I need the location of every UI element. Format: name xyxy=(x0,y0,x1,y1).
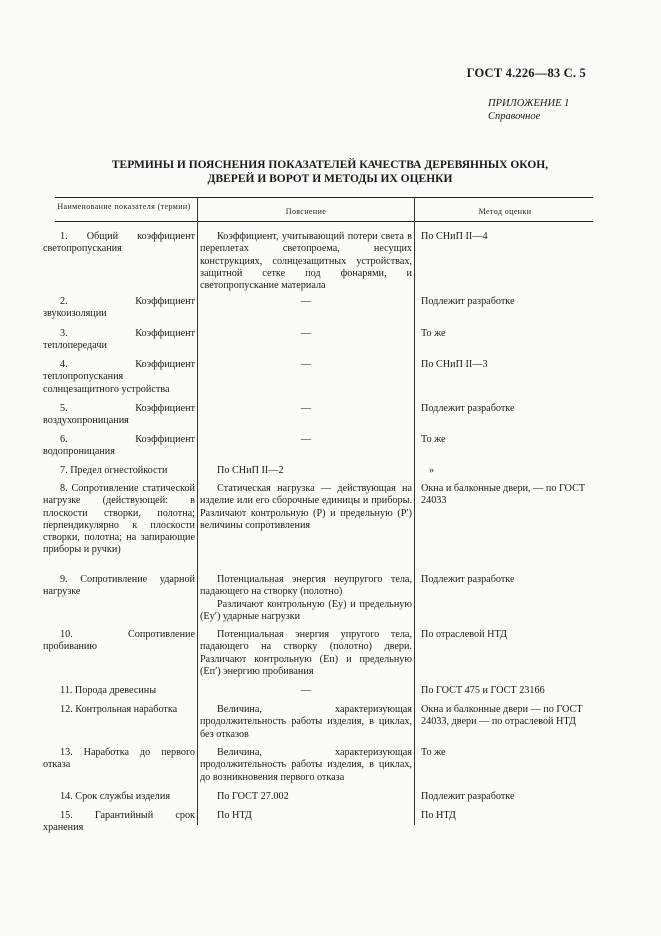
row-9-method: Подлежит разработке xyxy=(421,574,515,585)
row-13-explanation: Величина, характеризующая продолжительность работы изделия, в циклах, до возникновения первого отказа xyxy=(200,747,412,783)
row-2-term: 2. Коэффициент звукоизоляции xyxy=(43,296,195,320)
row-4-term: 4. Коэффициент теплопропускания солнцезащитного устройства xyxy=(43,359,195,395)
row-15-term: 15. Гарантийный срок хранения xyxy=(43,810,195,834)
row-9-explanation-p1: Потенциальная энергия неупругого тела, падающего на створку (полотно) xyxy=(200,574,412,598)
row-4-method: По СНиП II—3 xyxy=(421,359,488,370)
table-header-border xyxy=(55,221,593,222)
page-header: ГОСТ 4.226—83 С. 5 xyxy=(466,66,586,80)
row-11-term: 11. Порода древесины xyxy=(60,685,157,696)
row-14-term: 14. Срок службы изделия xyxy=(60,791,171,802)
row-3-explanation: — xyxy=(300,328,312,339)
row-6-explanation: — xyxy=(300,434,312,445)
row-10-method: По отраслевой НТД xyxy=(421,629,507,640)
row-10-explanation: Потенциальная энергия упругого тела, падающего на створку (полотно) двери. Различают контрольную (Eп) и предельную (Eп′) энергию пробивания xyxy=(200,629,412,677)
row-8-explanation: Статическая нагрузка — действующая на изделие или его сборочные единицы и приборы. Различают контрольную (P) и предельную (P′) величины сопротивления xyxy=(200,483,412,531)
row-12-method: Окна и балконные двери — по ГОСТ 24033, двери — по отраслевой НТД xyxy=(421,704,583,728)
row-6-term: 6. Коэффициент водопроницания xyxy=(43,434,195,458)
header-term: Наименование показателя (термин) xyxy=(57,202,191,211)
row-5-explanation: — xyxy=(300,403,312,414)
title-line-1: ТЕРМИНЫ И ПОЯСНЕНИЯ ПОКАЗАТЕЛЕЙ КАЧЕСТВА ДЕРЕВЯННЫХ ОКОН, xyxy=(111,159,549,171)
row-7-method: » xyxy=(429,465,435,476)
row-5-method: Подлежит разработке xyxy=(421,403,515,414)
row-1-explanation: Коэффициент, учитывающий потери света в переплетах светопроема, несущих конструкциях, солнцезащитных устройствах, защитной сетке под фонарями, и светопропускание материала xyxy=(200,231,412,292)
row-3-method: То же xyxy=(421,328,446,339)
row-14-method: Подлежит разработке xyxy=(421,791,515,802)
row-5-term: 5. Коэффициент воздухопроницания xyxy=(43,403,195,427)
header-method: Метод оценки xyxy=(478,207,532,216)
row-1-method: По СНиП II—4 xyxy=(421,231,488,242)
row-15-method: По НТД xyxy=(421,810,456,821)
row-3-term: 3. Коэффициент теплопередачи xyxy=(43,328,195,352)
title-line-2: ДВЕРЕЙ И ВОРОТ И МЕТОДЫ ИХ ОЦЕНКИ xyxy=(207,173,453,185)
row-11-method: По ГОСТ 475 и ГОСТ 23166 xyxy=(421,685,545,696)
row-8-term: 8. Сопротивление статической нагрузке (действующей: в плоскости створки, полотна; перпендикулярно к плоскости створки, полотна; на запирающие приборы и ручки) xyxy=(43,483,195,556)
row-9-term: 9. Сопротивление ударной нагрузке xyxy=(43,574,195,598)
row-10-term: 10. Сопротивление пробиванию xyxy=(43,629,195,653)
column-divider-2 xyxy=(414,197,415,825)
row-13-term: 13. Наработка до первого отказа xyxy=(43,747,195,771)
row-15-explanation: По НТД xyxy=(217,810,252,821)
appendix-block xyxy=(488,97,569,123)
appendix-label: ПРИЛОЖЕНИЕ 1 xyxy=(488,98,570,109)
table-top-border xyxy=(55,197,593,198)
appendix-note: Справочное xyxy=(488,111,541,122)
row-2-method: Подлежит разработке xyxy=(421,296,515,307)
row-8-method: Окна и балконные двери, — по ГОСТ 24033 xyxy=(421,483,586,507)
row-11-explanation: — xyxy=(300,685,312,696)
row-13-method: То же xyxy=(421,747,446,758)
row-12-explanation: Величина, характеризующая продолжительность работы изделия, в циклах, без отказов xyxy=(200,704,412,740)
row-9-explanation-p2: Различают контрольную (Eу) и предельную (Eу′) ударные нагрузки xyxy=(200,598,412,622)
header-explanation: Пояснение xyxy=(285,207,327,216)
row-9-explanation xyxy=(200,574,412,623)
row-4-explanation: — xyxy=(300,359,312,370)
row-7-explanation: По СНиП II—2 xyxy=(217,465,284,476)
column-divider-1 xyxy=(197,197,198,825)
row-12-term: 12. Контрольная наработка xyxy=(60,704,178,715)
document-title xyxy=(60,158,600,186)
row-7-term: 7. Предел огнестойкости xyxy=(60,465,168,476)
row-1-term: 1. Общий коэффициент светопропускания xyxy=(43,231,195,255)
row-6-method: То же xyxy=(421,434,446,445)
row-14-explanation: По ГОСТ 27.002 xyxy=(217,791,289,802)
row-2-explanation: — xyxy=(300,296,312,307)
